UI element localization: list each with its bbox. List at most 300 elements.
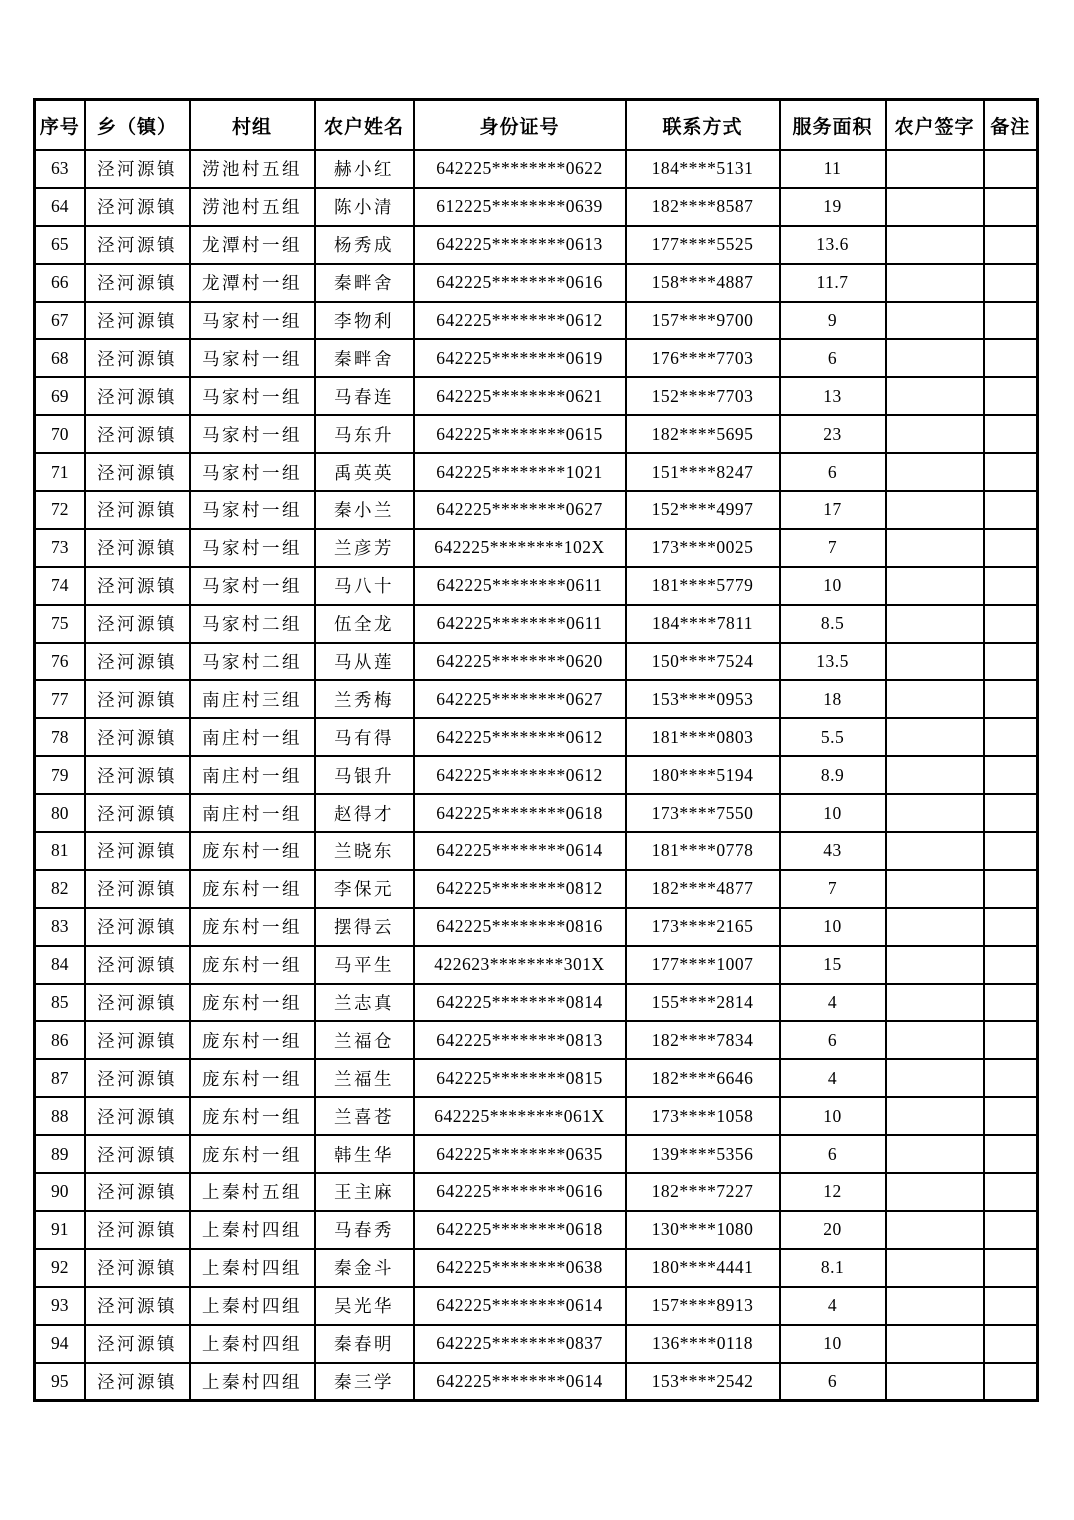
cell-contact: 173****2165	[626, 908, 780, 946]
table-body	[35, 150, 1038, 1401]
cell-id-number: 642225********0612	[414, 718, 626, 756]
column-header-village-group: 村组	[190, 100, 315, 151]
cell-service-area: 43	[780, 832, 886, 870]
cell-id-number: 642225********0611	[414, 605, 626, 643]
cell-township: 泾河源镇	[85, 1059, 190, 1097]
cell-id-number: 642225********0816	[414, 908, 626, 946]
cell-farmer-name: 杨秀成	[315, 226, 414, 264]
cell-farmer-name: 伍全龙	[315, 605, 414, 643]
cell-contact: 136****0118	[626, 1325, 780, 1363]
cell-id-number: 642225********0813	[414, 1021, 626, 1059]
cell-contact: 177****1007	[626, 946, 780, 984]
cell-farmer-signature	[886, 226, 984, 264]
cell-serial: 80	[35, 794, 85, 832]
cell-contact: 182****8587	[626, 188, 780, 226]
cell-id-number: 642225********0614	[414, 1287, 626, 1325]
cell-contact: 151****8247	[626, 453, 780, 491]
cell-township: 泾河源镇	[85, 1021, 190, 1059]
cell-remarks	[984, 832, 1038, 870]
table-row	[35, 491, 1038, 529]
cell-farmer-name: 李物利	[315, 302, 414, 340]
cell-service-area: 17	[780, 491, 886, 529]
cell-village-group: 马家村一组	[190, 567, 315, 605]
cell-township: 泾河源镇	[85, 339, 190, 377]
cell-serial: 66	[35, 264, 85, 302]
cell-service-area: 4	[780, 1287, 886, 1325]
cell-id-number: 642225********0618	[414, 1211, 626, 1249]
cell-village-group: 上秦村四组	[190, 1287, 315, 1325]
cell-village-group: 马家村一组	[190, 377, 315, 415]
cell-contact: 180****5194	[626, 756, 780, 794]
cell-farmer-signature	[886, 680, 984, 718]
table-row	[35, 226, 1038, 264]
cell-remarks	[984, 908, 1038, 946]
cell-farmer-name: 赫小红	[315, 150, 414, 188]
cell-id-number: 642225********0614	[414, 832, 626, 870]
cell-village-group: 南庄村一组	[190, 718, 315, 756]
cell-serial: 81	[35, 832, 85, 870]
cell-township: 泾河源镇	[85, 1211, 190, 1249]
cell-contact: 152****4997	[626, 491, 780, 529]
cell-township: 泾河源镇	[85, 453, 190, 491]
table-row	[35, 1363, 1038, 1401]
cell-farmer-signature	[886, 1097, 984, 1135]
table-row	[35, 984, 1038, 1022]
cell-serial: 75	[35, 605, 85, 643]
cell-serial: 63	[35, 150, 85, 188]
cell-village-group: 涝池村五组	[190, 188, 315, 226]
cell-farmer-signature	[886, 718, 984, 756]
cell-farmer-signature	[886, 188, 984, 226]
cell-village-group: 马家村一组	[190, 302, 315, 340]
cell-remarks	[984, 491, 1038, 529]
cell-village-group: 龙潭村一组	[190, 226, 315, 264]
cell-township: 泾河源镇	[85, 188, 190, 226]
cell-township: 泾河源镇	[85, 150, 190, 188]
cell-remarks	[984, 1363, 1038, 1401]
column-header-service-area: 服务面积	[780, 100, 886, 151]
cell-farmer-signature	[886, 339, 984, 377]
table-row	[35, 1135, 1038, 1173]
cell-township: 泾河源镇	[85, 226, 190, 264]
cell-farmer-name: 兰晓东	[315, 832, 414, 870]
cell-serial: 77	[35, 680, 85, 718]
cell-village-group: 马家村一组	[190, 529, 315, 567]
table-row	[35, 946, 1038, 984]
table-row	[35, 1059, 1038, 1097]
cell-contact: 182****7834	[626, 1021, 780, 1059]
cell-serial: 73	[35, 529, 85, 567]
cell-contact: 177****5525	[626, 226, 780, 264]
cell-village-group: 马家村二组	[190, 643, 315, 681]
cell-farmer-name: 秦春明	[315, 1325, 414, 1363]
cell-remarks	[984, 1249, 1038, 1287]
column-header-serial: 序号	[35, 100, 85, 151]
cell-farmer-name: 马平生	[315, 946, 414, 984]
cell-township: 泾河源镇	[85, 794, 190, 832]
cell-township: 泾河源镇	[85, 415, 190, 453]
cell-id-number: 642225********0638	[414, 1249, 626, 1287]
cell-farmer-name: 秦畔舍	[315, 339, 414, 377]
cell-township: 泾河源镇	[85, 1287, 190, 1325]
table-header-row	[35, 100, 1038, 151]
cell-service-area: 19	[780, 188, 886, 226]
cell-farmer-name: 秦畔舍	[315, 264, 414, 302]
cell-id-number: 642225********061X	[414, 1097, 626, 1135]
cell-serial: 83	[35, 908, 85, 946]
table-row	[35, 415, 1038, 453]
cell-serial: 64	[35, 188, 85, 226]
cell-serial: 89	[35, 1135, 85, 1173]
cell-id-number: 642225********0627	[414, 680, 626, 718]
cell-farmer-name: 马有得	[315, 718, 414, 756]
cell-contact: 157****8913	[626, 1287, 780, 1325]
table-row	[35, 302, 1038, 340]
cell-service-area: 9	[780, 302, 886, 340]
table-row	[35, 643, 1038, 681]
cell-serial: 65	[35, 226, 85, 264]
cell-id-number: 642225********0837	[414, 1325, 626, 1363]
cell-village-group: 马家村一组	[190, 453, 315, 491]
cell-service-area: 11	[780, 150, 886, 188]
cell-village-group: 上秦村四组	[190, 1363, 315, 1401]
cell-service-area: 18	[780, 680, 886, 718]
cell-remarks	[984, 870, 1038, 908]
cell-township: 泾河源镇	[85, 1363, 190, 1401]
cell-serial: 86	[35, 1021, 85, 1059]
cell-township: 泾河源镇	[85, 567, 190, 605]
cell-service-area: 10	[780, 567, 886, 605]
cell-farmer-name: 兰喜苍	[315, 1097, 414, 1135]
table-row	[35, 1211, 1038, 1249]
cell-village-group: 马家村一组	[190, 491, 315, 529]
cell-township: 泾河源镇	[85, 1173, 190, 1211]
cell-township: 泾河源镇	[85, 1325, 190, 1363]
cell-id-number: 642225********1021	[414, 453, 626, 491]
cell-remarks	[984, 453, 1038, 491]
cell-farmer-name: 马银升	[315, 756, 414, 794]
cell-farmer-signature	[886, 264, 984, 302]
cell-remarks	[984, 567, 1038, 605]
cell-id-number: 612225********0639	[414, 188, 626, 226]
cell-township: 泾河源镇	[85, 605, 190, 643]
cell-village-group: 上秦村四组	[190, 1249, 315, 1287]
cell-service-area: 6	[780, 1135, 886, 1173]
cell-remarks	[984, 264, 1038, 302]
table-row	[35, 908, 1038, 946]
cell-contact: 173****1058	[626, 1097, 780, 1135]
cell-farmer-signature	[886, 870, 984, 908]
cell-remarks	[984, 1173, 1038, 1211]
cell-remarks	[984, 1325, 1038, 1363]
cell-township: 泾河源镇	[85, 643, 190, 681]
cell-id-number: 422623********301X	[414, 946, 626, 984]
cell-village-group: 龙潭村一组	[190, 264, 315, 302]
cell-village-group: 庞东村一组	[190, 908, 315, 946]
cell-serial: 70	[35, 415, 85, 453]
cell-id-number: 642225********0812	[414, 870, 626, 908]
cell-id-number: 642225********0611	[414, 567, 626, 605]
cell-service-area: 8.5	[780, 605, 886, 643]
cell-township: 泾河源镇	[85, 1249, 190, 1287]
cell-contact: 181****5779	[626, 567, 780, 605]
cell-serial: 84	[35, 946, 85, 984]
cell-serial: 72	[35, 491, 85, 529]
column-header-township: 乡（镇）	[85, 100, 190, 151]
cell-id-number: 642225********0635	[414, 1135, 626, 1173]
cell-serial: 68	[35, 339, 85, 377]
cell-remarks	[984, 756, 1038, 794]
cell-farmer-signature	[886, 946, 984, 984]
column-header-contact: 联系方式	[626, 100, 780, 151]
cell-township: 泾河源镇	[85, 264, 190, 302]
cell-remarks	[984, 1021, 1038, 1059]
cell-farmer-signature	[886, 1059, 984, 1097]
cell-contact: 184****5131	[626, 150, 780, 188]
cell-farmer-signature	[886, 1021, 984, 1059]
cell-id-number: 642225********0612	[414, 756, 626, 794]
cell-remarks	[984, 226, 1038, 264]
table-row	[35, 1021, 1038, 1059]
cell-township: 泾河源镇	[85, 718, 190, 756]
table-row	[35, 339, 1038, 377]
cell-contact: 181****0803	[626, 718, 780, 756]
cell-village-group: 马家村一组	[190, 415, 315, 453]
cell-village-group: 马家村二组	[190, 605, 315, 643]
cell-farmer-signature	[886, 984, 984, 1022]
cell-farmer-name: 马从莲	[315, 643, 414, 681]
cell-township: 泾河源镇	[85, 491, 190, 529]
table-row	[35, 870, 1038, 908]
cell-contact: 180****4441	[626, 1249, 780, 1287]
column-header-farmer-name: 农户姓名	[315, 100, 414, 151]
cell-id-number: 642225********0616	[414, 1173, 626, 1211]
cell-service-area: 5.5	[780, 718, 886, 756]
cell-remarks	[984, 605, 1038, 643]
cell-contact: 150****7524	[626, 643, 780, 681]
cell-contact: 173****7550	[626, 794, 780, 832]
table-row	[35, 188, 1038, 226]
column-header-remarks: 备注	[984, 100, 1038, 151]
cell-village-group: 南庄村三组	[190, 680, 315, 718]
cell-service-area: 23	[780, 415, 886, 453]
cell-farmer-name: 李保元	[315, 870, 414, 908]
farmers-roster-table	[33, 98, 1039, 1402]
table-header	[35, 100, 1038, 151]
cell-farmer-signature	[886, 377, 984, 415]
column-header-id-number: 身份证号	[414, 100, 626, 151]
cell-serial: 93	[35, 1287, 85, 1325]
cell-contact: 182****4877	[626, 870, 780, 908]
cell-serial: 92	[35, 1249, 85, 1287]
cell-serial: 85	[35, 984, 85, 1022]
cell-contact: 173****0025	[626, 529, 780, 567]
cell-id-number: 642225********0814	[414, 984, 626, 1022]
cell-farmer-signature	[886, 1287, 984, 1325]
cell-serial: 74	[35, 567, 85, 605]
cell-township: 泾河源镇	[85, 756, 190, 794]
cell-serial: 94	[35, 1325, 85, 1363]
cell-service-area: 10	[780, 794, 886, 832]
cell-id-number: 642225********0613	[414, 226, 626, 264]
cell-serial: 78	[35, 718, 85, 756]
cell-farmer-signature	[886, 150, 984, 188]
cell-serial: 67	[35, 302, 85, 340]
cell-remarks	[984, 1211, 1038, 1249]
cell-service-area: 6	[780, 453, 886, 491]
cell-remarks	[984, 643, 1038, 681]
cell-village-group: 庞东村一组	[190, 946, 315, 984]
cell-village-group: 庞东村一组	[190, 1097, 315, 1135]
table-row	[35, 1173, 1038, 1211]
cell-id-number: 642225********0627	[414, 491, 626, 529]
table-row	[35, 605, 1038, 643]
cell-township: 泾河源镇	[85, 1097, 190, 1135]
cell-service-area: 13	[780, 377, 886, 415]
cell-contact: 157****9700	[626, 302, 780, 340]
cell-farmer-name: 秦小兰	[315, 491, 414, 529]
cell-service-area: 6	[780, 1363, 886, 1401]
cell-farmer-name: 马春连	[315, 377, 414, 415]
cell-farmer-name: 陈小清	[315, 188, 414, 226]
cell-farmer-signature	[886, 529, 984, 567]
cell-farmer-name: 马春秀	[315, 1211, 414, 1249]
cell-farmer-name: 兰秀梅	[315, 680, 414, 718]
cell-farmer-signature	[886, 491, 984, 529]
cell-service-area: 8.9	[780, 756, 886, 794]
cell-farmer-name: 摆得云	[315, 908, 414, 946]
cell-township: 泾河源镇	[85, 946, 190, 984]
cell-farmer-name: 王主麻	[315, 1173, 414, 1211]
cell-township: 泾河源镇	[85, 680, 190, 718]
cell-village-group: 南庄村一组	[190, 756, 315, 794]
cell-remarks	[984, 415, 1038, 453]
cell-id-number: 642225********0620	[414, 643, 626, 681]
cell-service-area: 13.6	[780, 226, 886, 264]
cell-township: 泾河源镇	[85, 832, 190, 870]
cell-township: 泾河源镇	[85, 870, 190, 908]
cell-village-group: 上秦村四组	[190, 1211, 315, 1249]
cell-contact: 139****5356	[626, 1135, 780, 1173]
cell-remarks	[984, 1287, 1038, 1325]
cell-contact: 153****0953	[626, 680, 780, 718]
cell-service-area: 4	[780, 1059, 886, 1097]
cell-farmer-signature	[886, 1363, 984, 1401]
cell-id-number: 642225********0616	[414, 264, 626, 302]
cell-remarks	[984, 377, 1038, 415]
cell-farmer-name: 兰志真	[315, 984, 414, 1022]
cell-farmer-signature	[886, 567, 984, 605]
cell-remarks	[984, 302, 1038, 340]
cell-farmer-signature	[886, 1249, 984, 1287]
cell-service-area: 13.5	[780, 643, 886, 681]
cell-service-area: 20	[780, 1211, 886, 1249]
cell-service-area: 6	[780, 1021, 886, 1059]
cell-contact: 158****4887	[626, 264, 780, 302]
cell-farmer-signature	[886, 794, 984, 832]
cell-farmer-signature	[886, 1325, 984, 1363]
cell-service-area: 6	[780, 339, 886, 377]
cell-contact: 184****7811	[626, 605, 780, 643]
cell-service-area: 4	[780, 984, 886, 1022]
cell-farmer-signature	[886, 908, 984, 946]
cell-farmer-name: 兰福仓	[315, 1021, 414, 1059]
cell-village-group: 马家村一组	[190, 339, 315, 377]
cell-farmer-signature	[886, 756, 984, 794]
cell-farmer-signature	[886, 415, 984, 453]
cell-contact: 153****2542	[626, 1363, 780, 1401]
cell-serial: 71	[35, 453, 85, 491]
cell-serial: 69	[35, 377, 85, 415]
cell-id-number: 642225********0621	[414, 377, 626, 415]
table-row	[35, 1249, 1038, 1287]
cell-farmer-name: 马八十	[315, 567, 414, 605]
cell-village-group: 庞东村一组	[190, 1059, 315, 1097]
cell-contact: 152****7703	[626, 377, 780, 415]
cell-serial: 88	[35, 1097, 85, 1135]
table-row	[35, 150, 1038, 188]
column-header-farmer-signature: 农户签字	[886, 100, 984, 151]
cell-serial: 79	[35, 756, 85, 794]
cell-farmer-signature	[886, 1173, 984, 1211]
cell-township: 泾河源镇	[85, 984, 190, 1022]
cell-contact: 176****7703	[626, 339, 780, 377]
cell-farmer-signature	[886, 643, 984, 681]
cell-village-group: 南庄村一组	[190, 794, 315, 832]
cell-township: 泾河源镇	[85, 529, 190, 567]
cell-remarks	[984, 1059, 1038, 1097]
cell-farmer-name: 禹英英	[315, 453, 414, 491]
cell-service-area: 10	[780, 908, 886, 946]
cell-service-area: 15	[780, 946, 886, 984]
table-row	[35, 529, 1038, 567]
cell-township: 泾河源镇	[85, 302, 190, 340]
cell-id-number: 642225********0614	[414, 1363, 626, 1401]
cell-farmer-name: 秦金斗	[315, 1249, 414, 1287]
cell-id-number: 642225********102X	[414, 529, 626, 567]
cell-village-group: 庞东村一组	[190, 984, 315, 1022]
cell-farmer-signature	[886, 302, 984, 340]
table-row	[35, 377, 1038, 415]
cell-id-number: 642225********0622	[414, 150, 626, 188]
table-row	[35, 756, 1038, 794]
cell-remarks	[984, 984, 1038, 1022]
cell-serial: 87	[35, 1059, 85, 1097]
cell-village-group: 庞东村一组	[190, 1135, 315, 1173]
cell-farmer-name: 兰福生	[315, 1059, 414, 1097]
cell-remarks	[984, 680, 1038, 718]
cell-farmer-name: 秦三学	[315, 1363, 414, 1401]
cell-service-area: 11.7	[780, 264, 886, 302]
cell-id-number: 642225********0615	[414, 415, 626, 453]
cell-serial: 91	[35, 1211, 85, 1249]
cell-remarks	[984, 1135, 1038, 1173]
cell-remarks	[984, 1097, 1038, 1135]
cell-service-area: 10	[780, 1325, 886, 1363]
table-row	[35, 794, 1038, 832]
cell-service-area: 12	[780, 1173, 886, 1211]
cell-village-group: 上秦村四组	[190, 1325, 315, 1363]
cell-id-number: 642225********0619	[414, 339, 626, 377]
cell-township: 泾河源镇	[85, 377, 190, 415]
cell-id-number: 642225********0815	[414, 1059, 626, 1097]
table-row	[35, 680, 1038, 718]
cell-remarks	[984, 718, 1038, 756]
cell-remarks	[984, 339, 1038, 377]
cell-farmer-name: 韩生华	[315, 1135, 414, 1173]
table-row	[35, 453, 1038, 491]
cell-service-area: 7	[780, 529, 886, 567]
